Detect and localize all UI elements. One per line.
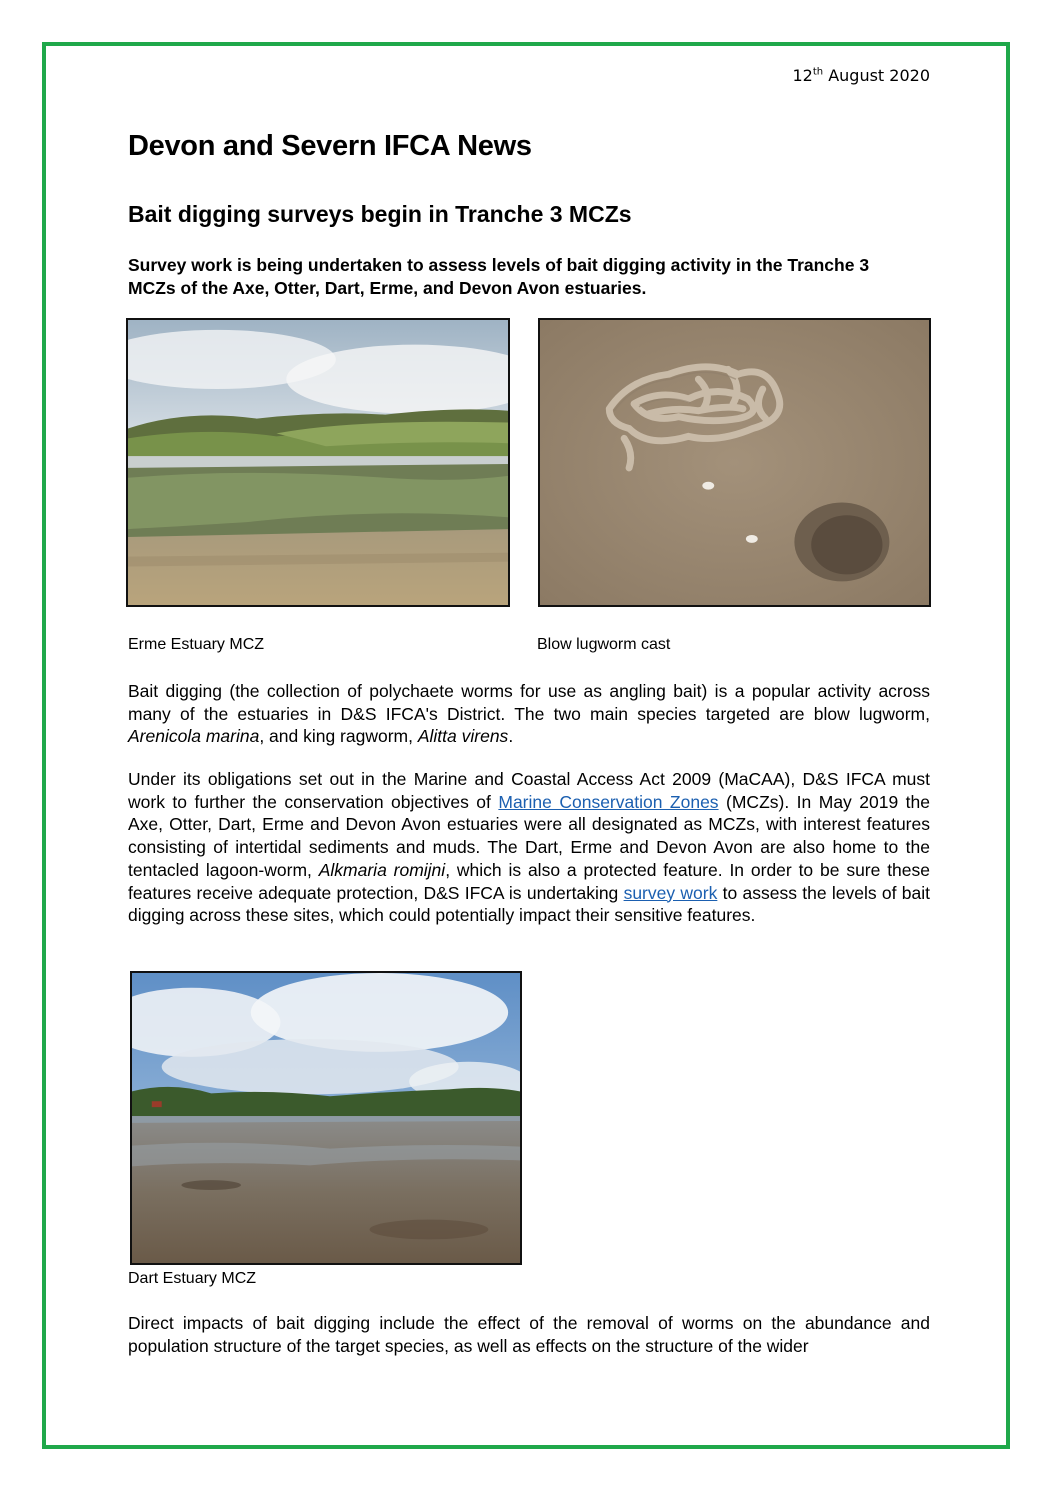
article-headline: Bait digging surveys begin in Tranche 3 MCZs [128,201,632,227]
survey-work-link[interactable]: survey work [623,882,718,903]
issue-date: 12th August 2020 [792,66,930,85]
paragraph-bait-digging: Bait digging (the collection of polychaete worms for use as angling bait) is a popular activity across many of the estuaries in D&S IFCA's District. The two main species targeted are blow lugworm, Arenicola marina, and king ragworm, Alitta virens. [128,681,930,747]
lugworm-photo-caption: Blow lugworm cast [537,636,671,653]
newsletter-title: Devon and Severn IFCA News [128,130,532,162]
species-name: Arenicola marina [128,726,260,747]
paragraph-direct-impacts: Direct impacts of bait digging include the effect of the removal of worms on the abundance and population structure of the target species, as well as effects on the structure of the wider [128,1313,930,1356]
lugworm-cast-photo [538,318,931,607]
dart-estuary-photo [130,971,522,1265]
marine-conservation-zones-link[interactable]: Marine Conservation Zones [498,791,719,812]
erme-estuary-photo [126,318,510,607]
species-name: Alitta virens [417,726,509,747]
article-lead: Survey work is being undertaken to assess levels of bait digging activity in the Tranche 3 MCZs of the Axe, Otter, Dart, Erme, and Devon Avon estuaries. [128,255,870,298]
erme-photo-caption: Erme Estuary MCZ [128,636,265,653]
paragraph-obligations: Under its obligations set out in the Marine and Coastal Access Act 2009 (MaCAA), D&S IFCA must work to further the conservation objectives of Marine Conservation Zones (MCZs). In May 2019 the Axe, Otter, Dart, Erme and Devon Avon estuaries were all designated as MCZs, with interest features consisting of intertidal sediments and muds. The Dart, Erme and Devon Avon are also home to the tentacled lagoon-worm, Alkmaria romijni, which is also a protected feature. In order to be sure these features receive adequate protection, D&S IFCA is undertaking survey work to assess the levels of bait digging across these sites, which could potentially impact their sensitive features. [128,769,931,926]
dart-photo-caption: Dart Estuary MCZ [128,1270,257,1287]
species-name: Alkmaria romijni [318,859,446,880]
